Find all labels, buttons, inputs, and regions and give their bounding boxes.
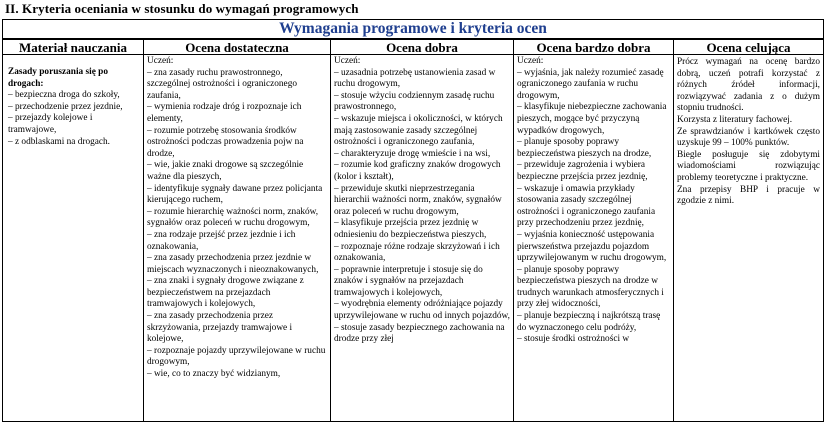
list-item: – wie, jakie znaki drogowe są szczególnie ważne dla pieszych, bbox=[147, 160, 304, 182]
header-bardzo-dobra: Ocena bardzo dobra bbox=[514, 39, 674, 55]
list-item: – z odblaskami na drogach. bbox=[8, 136, 110, 147]
paragraph: Prócz wymagań na ocenę bardzo dobrą, uczeń potrafi korzystać z różnych źródeł informacji, rozwiązywać zadania z o dużym stopniu trudności. bbox=[677, 57, 821, 114]
list-item: – rozumie hierarchię ważności norm, znaków, sygnałów oraz poleceń w ruchu drogowym, bbox=[147, 206, 319, 229]
header-dobra: Ocena dobra bbox=[331, 39, 514, 55]
list-item: – identyfikuje sygnały dawane przez policjanta kierującego ruchem, bbox=[147, 183, 323, 206]
list-item: – wyjaśnia konieczność ustępowania pierwszeństwa przejazdu pojazdom uprzywilejowanym w ruchu drogowym, bbox=[517, 229, 667, 264]
list-item: – przechodzenie przez jezdnie, bbox=[8, 101, 123, 112]
material-subtitle: Zasady poruszania się po drogach: bbox=[8, 67, 108, 89]
dobra-cell bbox=[331, 55, 514, 422]
list-item: – stosuje wżyciu codziennym zasadę ruchu prawostronnego, bbox=[334, 90, 495, 113]
list-item: – wie, co to znaczy być widzianym, bbox=[147, 369, 281, 380]
section-heading: II. Kryteria oceniania w stosunku do wymagań programowych bbox=[5, 1, 359, 16]
list-item: – planuje bezpieczną i najkrótszą trasę do wyznaczonego celu podróży, bbox=[517, 311, 661, 333]
list-item: – planuje sposoby poprawy bezpieczeństwa pieszych na drodze, bbox=[517, 137, 652, 159]
paragraph: Korzysta z literatury fachowej. bbox=[677, 114, 793, 125]
list-item: – uzasadnia potrzebę ustanowienia zasad w ruchu drogowym, bbox=[334, 67, 496, 90]
table-title: Wymagania programowe i kryteria ocen bbox=[3, 20, 824, 40]
list-item: Uczeń: bbox=[517, 56, 544, 66]
list-item: – zna zasady przechodzenia przez skrzyżowania, przejazdy tramwajowe i kolejowe, bbox=[147, 311, 293, 345]
list-item: – charakteryzuje drogę wmieście i na wsi, bbox=[334, 148, 491, 159]
material-cell bbox=[3, 55, 144, 422]
requirements-table bbox=[2, 19, 824, 422]
list-item: – stosuje środki ostrożności w bbox=[517, 334, 630, 345]
list-item: – rozumie kod graficzny znaków drogowych (kolor i kształt), bbox=[334, 160, 501, 182]
paragraph: Biegle posługuje się zdobytymi wiadomościami rozwiązując problemy teoretyczne i praktyczne. bbox=[677, 149, 821, 183]
list-item: – bezpieczna droga do szkoły, bbox=[8, 90, 120, 101]
list-item: – rozpoznaje różne rodzaje skrzyżowań i ich oznakowania, bbox=[334, 241, 500, 264]
celujaca-cell bbox=[674, 55, 824, 422]
paragraph: Ze sprawdzianów i kartkówek często uzyskuje 99 – 100% punktów. bbox=[677, 126, 821, 149]
list-item: – wyodrębnia elementy odróżniające pojazdy uprzywilejowane w ruchu od innych pojazdów, bbox=[334, 299, 510, 322]
bardzo-dobra-cell bbox=[514, 55, 674, 422]
list-item: – przewiduje skutki nieprzestrzegania hierarchii ważności norm, znaków, sygnałów oraz poleceń w ruchu drogowym, bbox=[334, 183, 502, 217]
list-item: – zna zasady ruchu prawostronnego, szczególnej ostrożności i ograniczonego zaufania, bbox=[147, 67, 297, 101]
list-item: – poprawnie interpretuje i stosuje się do znaków i sygnałów na przejazdach tramwajowych i kolejowych, bbox=[334, 264, 483, 298]
list-item: – wskazuje miejsca i okoliczności, w których mają zastosowanie zasady szczególnej ostrożności i ograniczonego zaufania, bbox=[334, 113, 503, 148]
list-item: – wyjaśnia, jak należy rozumieć zasadę ograniczonego zaufania w ruchu drogowym, bbox=[517, 67, 664, 101]
list-item: – stosuje zasady bezpiecznego zachowania na drodze przy złej bbox=[334, 322, 505, 345]
list-item: – przewiduje zagrożenia i wybiera bezpieczne przejścia przez jezdnię, bbox=[517, 160, 648, 182]
list-item: – rozpoznaje pojazdy uprzywilejowane w ruchu drogowym, bbox=[147, 345, 326, 368]
list-item: – zna znaki i sygnały drogowe związane z bezpieczeństwem na przejazdach tramwajowych i kolejowych, bbox=[147, 276, 304, 310]
list-item: Uczeń: bbox=[334, 56, 361, 66]
header-material: Materiał nauczania bbox=[3, 39, 144, 55]
list-item: – wymienia rodzaje dróg i rozpoznaje ich elementy, bbox=[147, 102, 302, 124]
dostateczna-cell bbox=[144, 55, 331, 422]
header-dostateczna: Ocena dostateczna bbox=[144, 39, 331, 55]
list-item: – zna rodzaje przejść przez jezdnie i ich oznakowania, bbox=[147, 229, 296, 252]
list-item: Uczeń: bbox=[147, 56, 174, 66]
list-item: – zna zasady przechodzenia przez jezdnie w miejscach wyznaczonych i nieoznakowanych, bbox=[147, 253, 319, 275]
list-item: – klasyfikuje niebezpieczne zachowania pieszych, mogące być przyczyną wypadków drogowych, bbox=[517, 102, 667, 136]
list-item: – przejazdy kolejowe i tramwajowe, bbox=[8, 113, 93, 135]
list-item: – rozumie potrzebę stosowania środków ostrożności podczas prowadzenia pojw na drodze, bbox=[147, 125, 304, 159]
list-item: – klasyfikuje przejścia przez jezdnię w odniesieniu do bezpieczeństwa pieszych, bbox=[334, 218, 487, 240]
header-celujaca: Ocena celująca bbox=[674, 39, 824, 55]
list-item: – planuje sposoby poprawy bezpieczeństwa pieszych na drodze w trudnych warunkach atmosferycznych i przy złej widoczności, bbox=[517, 264, 664, 310]
list-item: – wskazuje i omawia przykłady stosowania zasady szczególnej ostrożności i ograniczonego zaufania przy przechodzeniu przez jezdnię, bbox=[517, 183, 656, 229]
paragraph: Zna przepisy BHP i pracuje w zgodzie z nimi. bbox=[677, 184, 821, 207]
